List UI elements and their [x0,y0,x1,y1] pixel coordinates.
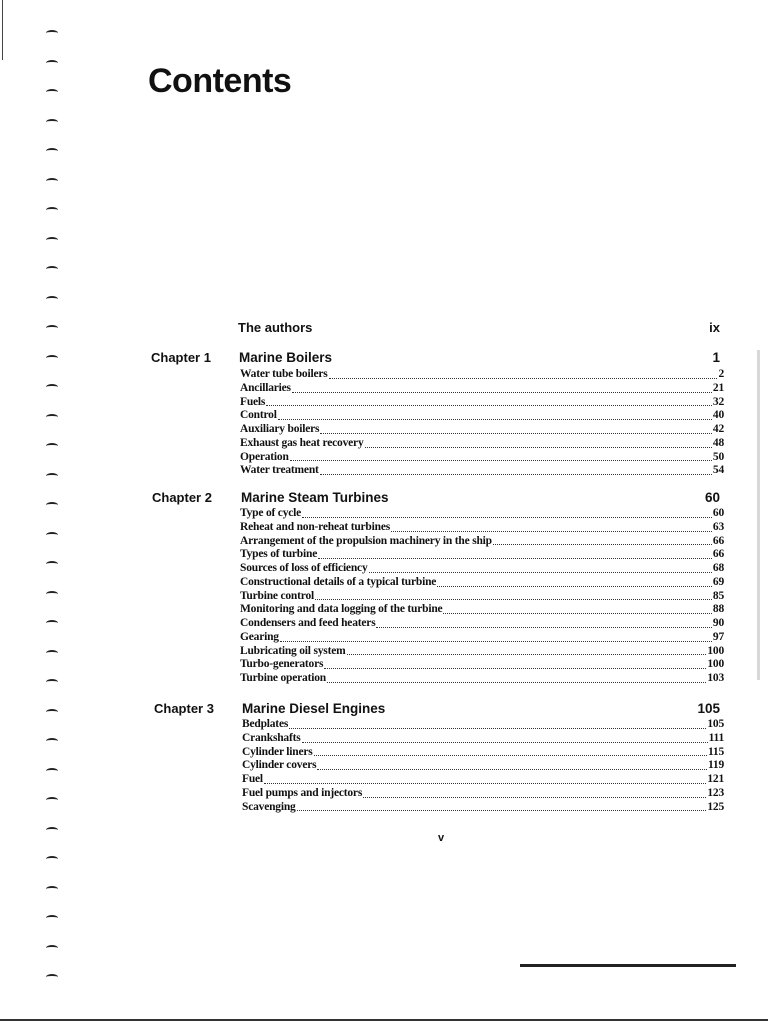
toc-entry-title: Fuel pumps and injectors [242,786,363,799]
chapter-entries [240,368,724,478]
dot-leader [391,528,712,532]
toc-entry-page: 40 [712,409,724,422]
page-title: Contents [148,62,292,100]
toc-entry-page: 88 [712,603,724,616]
toc-entry [242,732,724,746]
toc-entry [240,396,724,410]
toc-entry-title: Fuels [240,395,266,408]
chapter-title: Marine Boilers [239,350,333,365]
toc-entry-page: 85 [712,589,724,602]
binding-mark [46,414,58,420]
chapter-page-number: 1 [712,350,720,365]
dot-leader [320,430,712,434]
toc-entry-title: Crankshafts [242,731,301,744]
toc-entry-page: 105 [707,718,724,730]
binding-mark [46,945,58,951]
binding-mark [46,591,58,597]
binding-mark [46,561,58,567]
toc-entry [240,464,724,478]
toc-entry [240,437,724,451]
binding-mark [46,296,58,302]
toc-entry [240,658,724,672]
toc-entry [242,801,724,815]
toc-entry-page: 48 [712,436,724,449]
binding-mark [46,650,58,656]
chapter-label: Chapter 2 [152,490,212,505]
toc-entry-page: 21 [712,381,724,394]
chapter-label: Chapter 3 [154,701,214,716]
toc-entry-page: 42 [712,423,724,435]
footer-page-number: v [438,832,445,844]
authors-label: The authors [238,320,313,335]
dot-leader [327,679,706,683]
toc-entry-page: 123 [707,786,724,799]
dot-leader [290,457,712,461]
dot-leader [320,471,712,475]
toc-entry-title: Scavenging [242,800,296,813]
toc-entry-title: Auxiliary boilers [240,423,320,435]
binding-mark [46,827,58,833]
binding-mark [46,443,58,449]
toc-entry [240,451,724,465]
chapter-entries [242,718,724,814]
page-edge-line [2,0,3,60]
toc-entry-title: Gearing [240,630,279,643]
toc-entry [240,507,724,521]
toc-entry [240,521,724,535]
toc-entry [240,562,724,576]
toc-entry-page: 69 [712,575,724,588]
binding-mark [46,797,58,803]
binding-mark [46,266,58,272]
authors-page-number: ix [709,320,720,335]
toc-entry [240,631,724,645]
toc-entry [240,535,724,549]
binding-mark [46,237,58,243]
chapter-title: Marine Steam Turbines [241,490,389,505]
toc-entry-title: Types of turbine [240,548,318,561]
toc-entry [240,603,724,617]
toc-entry-title: Lubricating oil system [240,644,346,657]
binding-mark [46,738,58,744]
binding-mark [46,709,58,715]
toc-entry [240,409,724,423]
binding-mark [46,886,58,892]
binding-mark [46,502,58,508]
toc-entry-page: 63 [712,520,724,533]
binding-mark [46,30,58,36]
toc-entry-title: Bedplates [242,718,289,730]
toc-entry [240,617,724,631]
dot-leader [280,638,712,642]
toc-entry-page: 90 [712,617,724,629]
toc-entry-page: 100 [707,644,724,657]
dot-leader [369,569,712,573]
toc-entry-title: Turbine operation [240,672,326,684]
toc-entry [240,368,724,382]
binding-mark [46,679,58,685]
binding-mark [46,768,58,774]
dot-leader [302,514,712,518]
dot-leader [493,541,712,545]
toc-entry-title: Reheat and non-reheat turbines [240,520,391,533]
dot-leader [297,807,707,811]
dot-leader [318,555,712,559]
binding-mark [46,207,58,213]
toc-entry [242,787,724,801]
toc-entry-title: Constructional details of a typical turbine [240,575,437,588]
binding-mark [46,974,58,980]
toc-entry-title: Ancillaries [240,381,291,394]
toc-entry-title: Water treatment [240,464,319,477]
binding-mark [46,89,58,95]
binding-mark [46,355,58,361]
toc-entry-title: Type of cycle [240,507,302,519]
binding-mark [46,119,58,125]
dot-leader [363,794,706,798]
toc-entry-title: Turbo-generators [240,658,324,671]
toc-entry [240,645,724,659]
toc-entry-page: 50 [712,450,724,463]
toc-entry-title: Water tube boilers [240,368,328,380]
dot-leader [315,596,712,600]
toc-entry [240,576,724,590]
toc-entry [242,773,724,787]
dot-leader [347,651,707,655]
dot-leader [278,416,712,420]
toc-entry [242,759,724,773]
dot-leader [264,780,706,784]
dot-leader [317,766,707,770]
toc-entry-page: 115 [707,745,724,758]
toc-entry-page: 121 [707,773,724,785]
toc-entry [240,548,724,562]
dot-leader [289,725,706,729]
toc-entry-page: 103 [707,672,724,684]
toc-entry [242,718,724,732]
toc-entry [240,382,724,396]
scan-line [520,964,736,967]
toc-entry-page: 125 [707,800,724,813]
page-edge-shadow [757,350,760,680]
binding-mark [46,620,58,626]
toc-entry-page: 119 [707,759,724,772]
binding-mark [46,473,58,479]
dot-leader [376,624,711,628]
toc-entry-title: Condensers and feed heaters [240,617,376,629]
dot-leader [437,583,712,587]
toc-entry-page: 97 [712,630,724,643]
dot-leader [443,610,711,614]
toc-entry-page: 66 [712,534,724,547]
toc-entry-page: 66 [712,548,724,561]
dot-leader [324,665,706,669]
dot-leader [329,375,718,379]
chapter-page-number: 60 [704,490,720,505]
toc-entry-page: 100 [707,658,724,671]
chapter-entries [240,507,724,686]
chapter-label: Chapter 1 [151,350,211,365]
toc-entry-page: 54 [712,464,724,477]
toc-entry-page: 68 [712,562,724,574]
dot-leader [302,739,708,743]
toc-entry-title: Exhaust gas heat recovery [240,436,364,449]
dot-leader [292,389,712,393]
toc-entry [240,672,724,686]
toc-entry-page: 60 [712,507,724,519]
toc-entry-title: Monitoring and data logging of the turbine [240,603,443,616]
toc-entry-title: Operation [240,450,289,463]
binding-mark [46,384,58,390]
chapter-page-number: 105 [697,701,720,716]
toc-entry-title: Control [240,409,277,422]
toc-entry-title: Arrangement of the propulsion machinery in the ship [240,534,492,547]
page-bottom-edge [0,1019,768,1021]
toc-entry-page: 2 [718,368,724,380]
toc-entry-title: Turbine control [240,589,315,602]
binding-mark [46,532,58,538]
binding-mark [46,325,58,331]
toc-entry-title: Sources of loss of efficiency [240,562,368,574]
toc-entry [242,746,724,760]
toc-entry-title: Cylinder liners [242,745,313,758]
binding-mark [46,856,58,862]
binding-mark [46,178,58,184]
toc-entry-page: 32 [712,395,724,408]
binding-mark [46,148,58,154]
chapter-title: Marine Diesel Engines [242,701,386,716]
dot-leader [314,752,707,756]
toc-entry-title: Cylinder covers [242,759,317,772]
toc-entry-title: Fuel [242,773,263,785]
toc-entry [240,590,724,604]
binding-marks [40,30,70,1000]
dot-leader [266,402,712,406]
binding-mark [46,60,58,66]
toc-entry [240,423,724,437]
toc-entry-page: 111 [708,731,724,744]
binding-mark [46,915,58,921]
dot-leader [365,444,712,448]
